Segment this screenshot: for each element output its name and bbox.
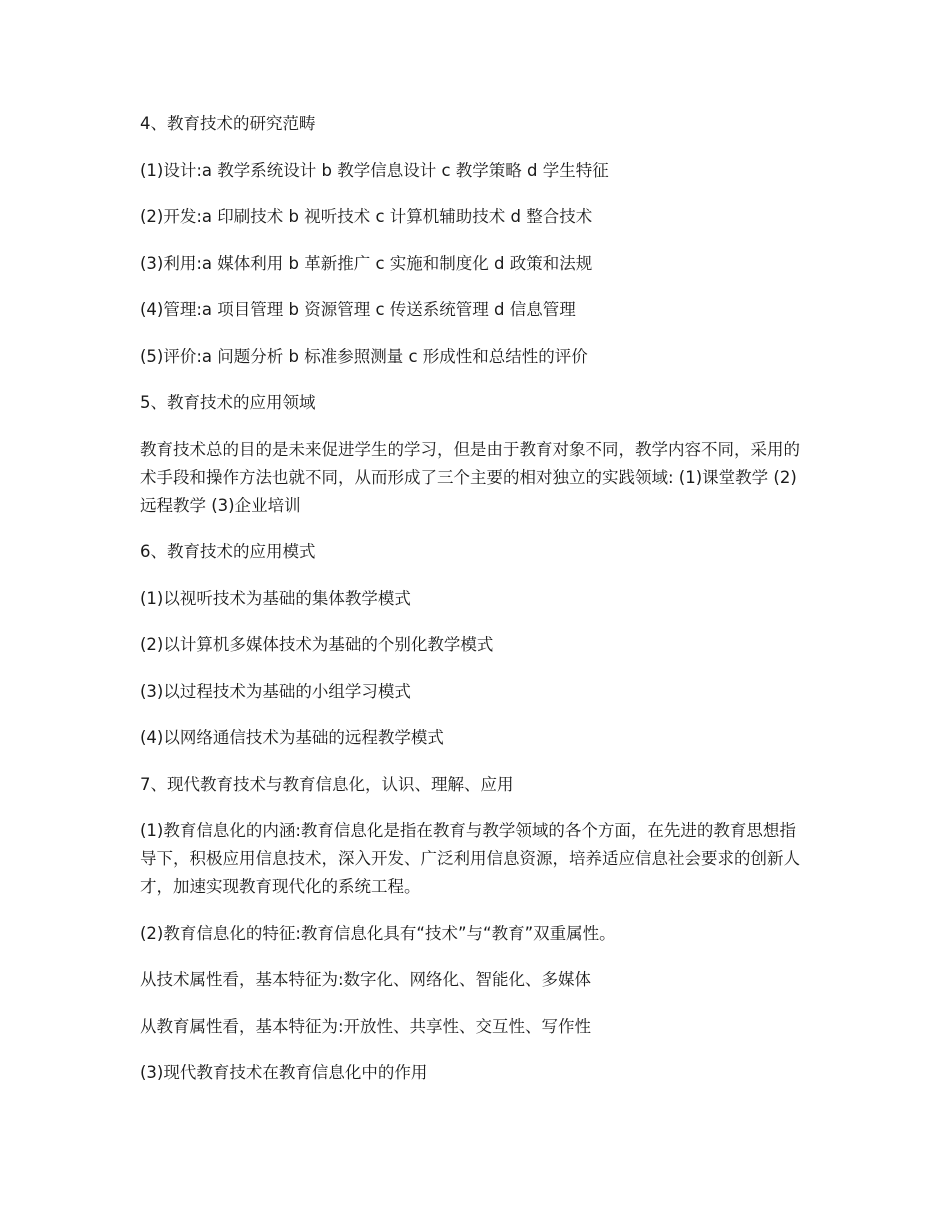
list-item-process-mode: (3)以过程技术为基础的小组学习模式 [140,681,411,701]
list-item-design: (1)设计:a 教学系统设计 b 教学信息设计 c 教学策略 d 学生特征 [140,160,609,180]
heading-application-fields: 5、教育技术的应用领域 [140,393,316,412]
document-page [140,110,805,1106]
heading-application-modes: 6、教育技术的应用模式 [140,542,316,561]
paragraph-informatization-features: (2)教育信息化的特征:教育信息化具有“技术”与“教育”双重属性。 [140,923,616,943]
heading-informatization: 7、现代教育技术与教育信息化，认识、理解、应用 [140,774,514,794]
paragraph-application-fields: 教育技术总的目的是未来促进学生的学习，但是由于教育对象不同，教学内容不同，采用的术手段和操作方法也就不同，从而形成了三个主要的相对独立的实践领域: (1)课堂教学 (2)远程教学 (3)企业培训 [140,439,800,515]
list-item-development: (2)开发:a 印刷技术 b 视听技术 c 计算机辅助技术 d 整合技术 [140,207,593,226]
paragraph-educational-attributes: 从教育属性看，基本特征为:开放性、共享性、交互性、写作性 [140,1016,592,1036]
list-item-utilization: (3)利用:a 媒体利用 b 革新推广 c 实施和制度化 d 政策和法规 [140,253,593,273]
paragraph-technical-attributes: 从技术属性看，基本特征为:数字化、网络化、智能化、多媒体 [140,970,592,989]
list-item-audiovisual-mode: (1)以视听技术为基础的集体教学模式 [140,588,411,608]
paragraph-role-of-technology: (3)现代教育技术在教育信息化中的作用 [140,1063,428,1082]
paragraph-informatization-meaning: (1)教育信息化的内涵:教育信息化是指在教育与教学领域的各个方面，在先进的教育思想指导下，积极应用信息技术，深入开发、广泛利用信息资源，培养适应信息社会要求的创新人才，加速实现教育现代化的系统工程。 [140,821,800,896]
list-item-multimedia-mode: (2)以计算机多媒体技术为基础的个别化教学模式 [140,635,494,654]
list-item-management: (4)管理:a 项目管理 b 资源管理 c 传送系统管理 d 信息管理 [140,300,576,319]
heading-research-scope: 4、教育技术的研究范畴 [140,114,316,133]
list-item-network-mode: (4)以网络通信技术为基础的远程教学模式 [140,728,444,747]
list-item-evaluation: (5)评价:a 问题分析 b 标准参照测量 c 形成性和总结性的评价 [140,346,588,366]
